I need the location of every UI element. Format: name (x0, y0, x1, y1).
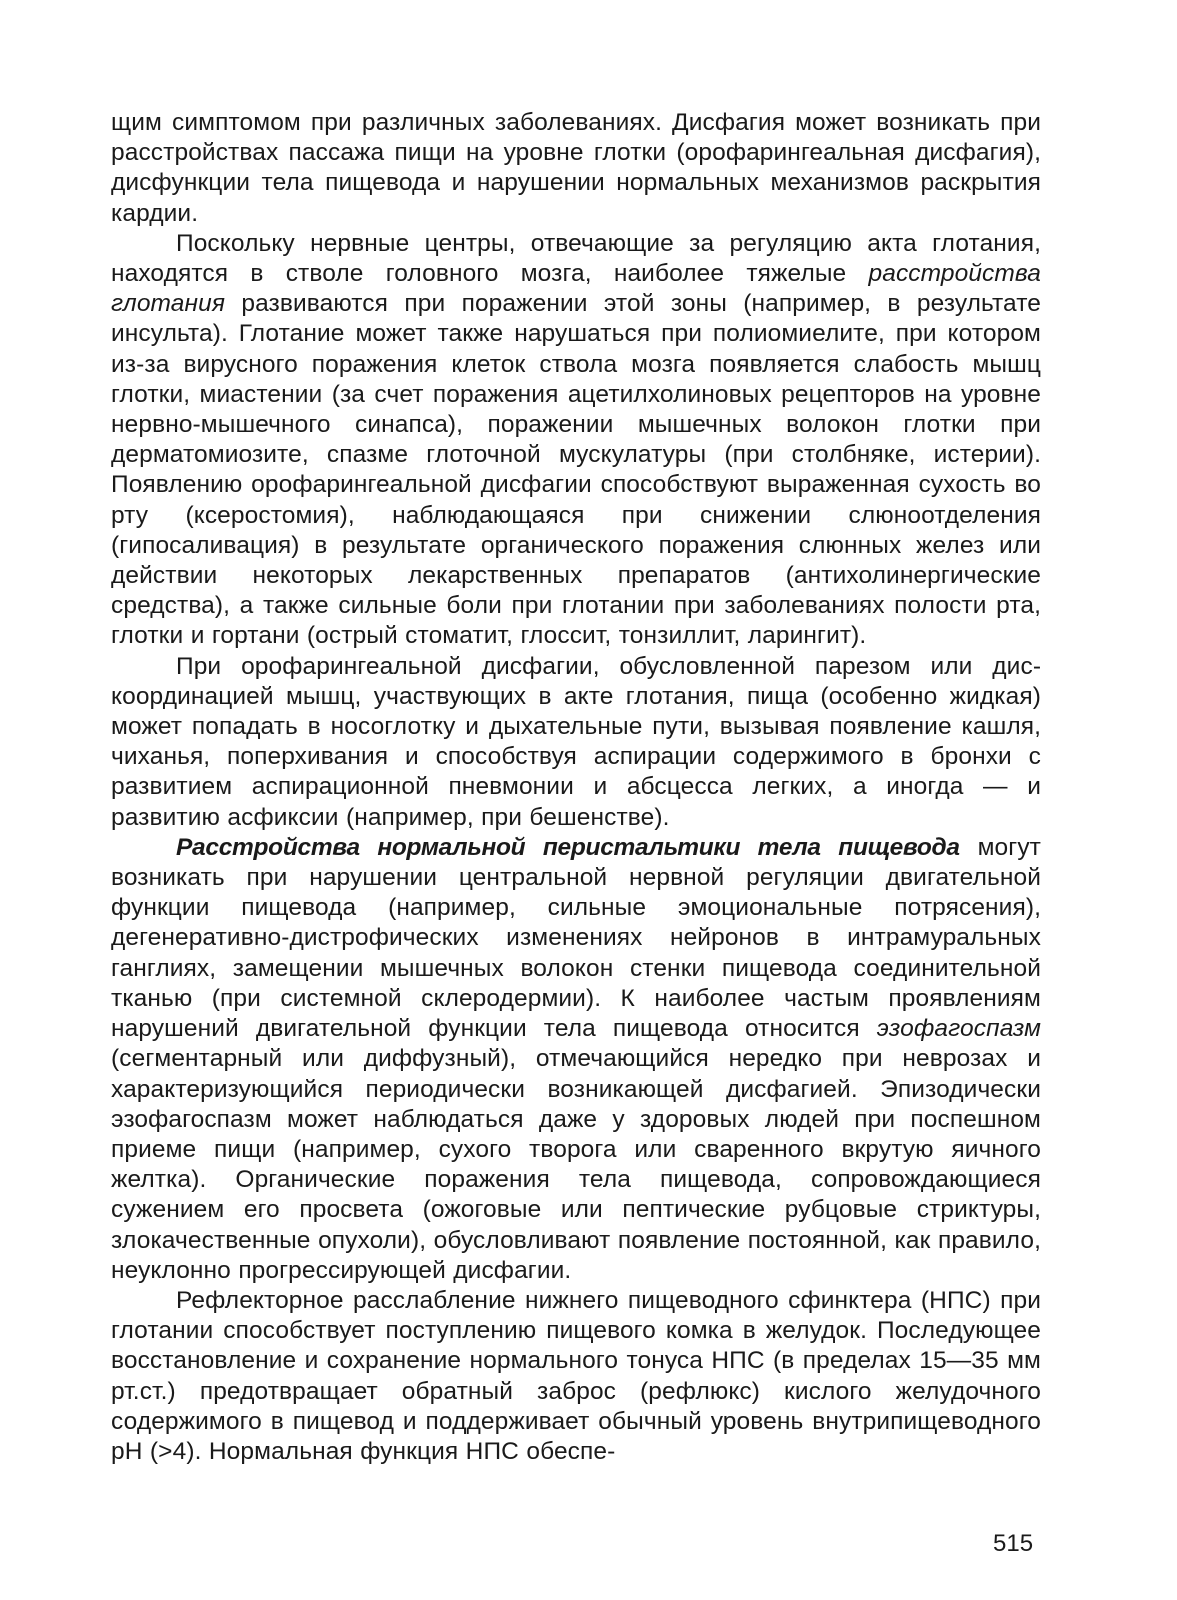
paragraph-4 (111, 833, 1041, 1286)
paragraph-2-text-a: Поскольку нервные центры, отвечающие за регуляцию акта глотания, находятся в стволе головного мозга, наиболее тяжелые (111, 229, 1041, 288)
page-number: 515 (993, 1530, 1034, 1557)
paragraph-4-text-a: могут возникать при нарушении центральной нервной регуляции двигательной функции пищевода (например, сильные эмоциональные потрясения), дегенеративно-дистрофических изменениях нейронов в интрамуральных ганглиях, замещении мышечных волокон стенки пищевода соединительной тканью (при системной склеродермии). К наиболее частым проявлениям нарушений двигательной функции тела пищевода относится (111, 833, 1041, 1043)
paragraph-5 (111, 1286, 1041, 1467)
paragraph-1 (111, 108, 1041, 229)
paragraph-2-text-b: развиваются при поражении этой зоны (например, в результате инсульта). Глотание может также нарушаться при полиомиелите, при котором из-за вирусного поражения клеток ствола мозга появляется слабость мышц глотки, миастении (за счет поражения ацетилхолиновых рецепторов на уровне нервно-мышечного синапса), поражении мышечных волокон глотки при дерматомиозите, спазме глоточной мускулатуры (при столбняке, истерии). Появлению орофарингеальной дисфагии способствуют выраженная сухость во рту (ксеростомия), наблюдающаяся при снижении слюноотделения (гипосаливация) в результате органического поражения слюнных желез или действии некоторых лекарственных препаратов (антихолинергические средства), а также сильные боли при глотании при заболеваниях полости рта, глотки и гортани (острый стоматит, глоссит, тонзиллит, ларингит). (111, 290, 1041, 650)
paragraph-1-text: щим симптомом при различных заболеваниях. Дисфагия может возникать при расстройствах пассажа пищи на уровне глотки (орофарингеальная дисфагия), дисфункции тела пищевода и нарушении нормальных механизмов раскрытия кардии. (111, 109, 1041, 227)
page-body (111, 108, 1041, 1467)
paragraph-5-text: Рефлекторное расслабление нижнего пищеводного сфинктера (НПС) при глотании способствует поступлению пищевого комка в желудок. Последующее восстановление и сохранение нормального тонуса НПС (в пределах 15—35 мм рт.ст.) предотвращает обратный заброс (рефлюкс) кислого желудочного содержимого в пищевод и поддерживает обычный уровень внутрипищеводного рН (>4). Нормальная функция НПС обеспе- (111, 1286, 1041, 1465)
paragraph-3 (111, 652, 1041, 833)
paragraph-3-text: При орофарингеальной дисфагии, обусловленной парезом или дискоординацией мышц, участвующих в акте глотания, пища (особенно жидкая) может попадать в носоглотку и дыхательные пути, вызывая появление кашля, чиханья, поперхивания и способствуя аспирации содержимого в бронхи с развитием аспирационной пневмонии и абсцесса легких, а иногда — и развитию асфиксии (например, при бешенстве). (111, 652, 1041, 831)
paragraph-4-inline-heading: Расстройства нормальной перистальтики тела пищевода (176, 833, 960, 861)
paragraph-4-text-b: (сегментарный или диффузный), отмечающийся нередко при неврозах и характеризующийся периодически возникающей дисфагией. Эпизодически эзофагоспазм может наблюдаться даже у здоровых людей при поспешном приеме пищи (например, сухого творога или сваренного вкрутую яичного желтка). Органические поражения тела пищевода, сопровождающиеся сужением его просвета (ожоговые или пептические рубцовые стриктуры, злокачественные опухоли), обусловливают появление постоянной, как правило, неуклонно прогрессирующей дисфагии. (111, 1045, 1041, 1284)
paragraph-2 (111, 229, 1041, 652)
paragraph-4-emphasis: эзофагоспазм (876, 1015, 1041, 1043)
paragraph-2-emphasis: расстройства глотания (111, 260, 1041, 318)
